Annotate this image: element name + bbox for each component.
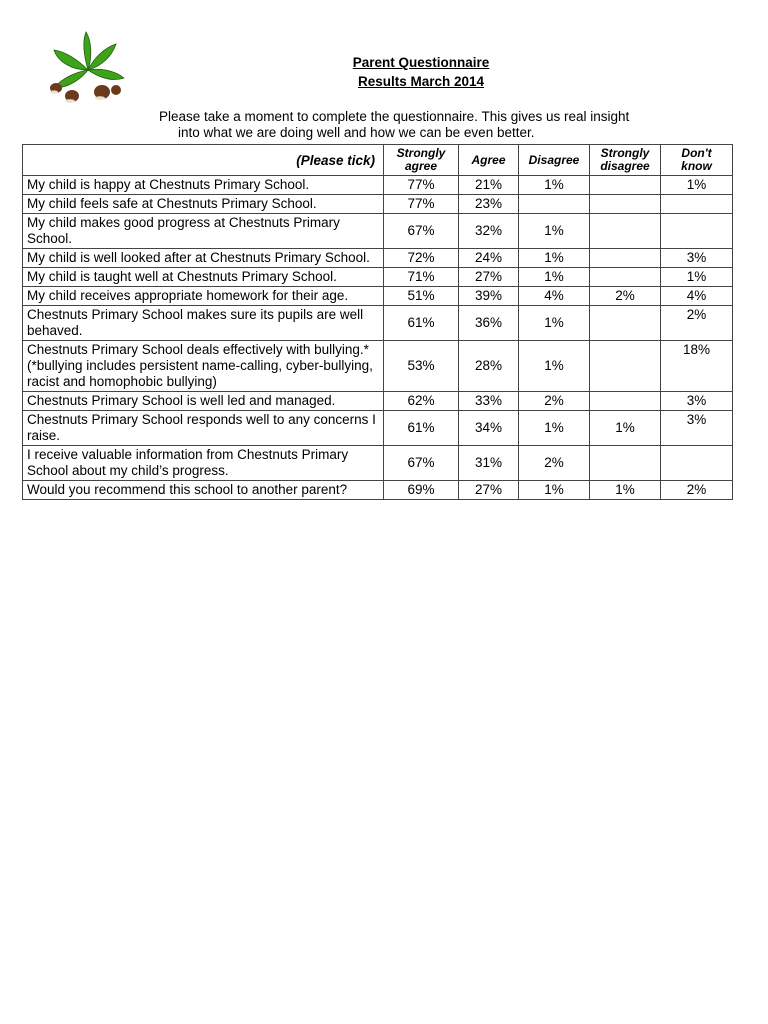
table-header-row <box>23 145 733 176</box>
strongly-agree-cell: 67% <box>384 214 459 249</box>
disagree-cell: 2% <box>519 392 590 411</box>
disagree-cell: 2% <box>519 446 590 481</box>
strongly-agree-cell: 69% <box>384 481 459 500</box>
strongly-disagree-cell <box>590 249 661 268</box>
agree-cell: 31% <box>459 446 519 481</box>
intro-line-1: Please take a moment to complete the questionnaire. This gives us real insight <box>159 109 630 124</box>
strongly-disagree-cell <box>590 341 661 392</box>
table-row <box>23 306 733 341</box>
column-header-agree: Agree <box>459 145 519 176</box>
agree-cell: 32% <box>459 214 519 249</box>
strongly-agree-cell: 71% <box>384 268 459 287</box>
statement-cell <box>23 268 384 287</box>
agree-cell: 27% <box>459 481 519 500</box>
statement-text: My child feels safe at Chestnuts Primary School. <box>27 196 317 211</box>
table-row <box>23 446 733 481</box>
disagree-cell <box>519 195 590 214</box>
chestnut-leaf-logo <box>44 30 128 110</box>
table-row <box>23 392 733 411</box>
column-header-please-tick: (Please tick) <box>23 145 384 176</box>
strongly-agree-cell: 77% <box>384 176 459 195</box>
disagree-cell: 1% <box>519 481 590 500</box>
agree-cell: 21% <box>459 176 519 195</box>
table-row <box>23 268 733 287</box>
table-row <box>23 411 733 446</box>
statement-text: Would you recommend this school to another parent? <box>27 482 348 497</box>
strongly-disagree-cell <box>590 176 661 195</box>
disagree-cell: 1% <box>519 306 590 341</box>
agree-cell: 34% <box>459 411 519 446</box>
table-row <box>23 287 733 306</box>
dont-know-cell: 3% <box>661 392 733 411</box>
statement-text: My child makes good progress at Chestnuts Primary School. <box>27 215 340 246</box>
strongly-disagree-cell: 1% <box>590 481 661 500</box>
statement-cell <box>23 392 384 411</box>
disagree-cell: 1% <box>519 214 590 249</box>
statement-text: My child is happy at Chestnuts Primary School. <box>27 177 310 192</box>
strongly-disagree-cell <box>590 446 661 481</box>
agree-cell: 24% <box>459 249 519 268</box>
table-row <box>23 249 733 268</box>
statement-text: Chestnuts Primary School makes sure its pupils are well behaved. <box>27 307 364 338</box>
dont-know-cell <box>661 446 733 481</box>
strongly-disagree-cell <box>590 214 661 249</box>
strongly-disagree-cell: 2% <box>590 287 661 306</box>
dont-know-cell: 4% <box>661 287 733 306</box>
column-header-strongly-disagree: Strongly disagree <box>590 145 661 176</box>
statement-cell <box>23 411 384 446</box>
agree-cell: 36% <box>459 306 519 341</box>
page-title: Parent Questionnaire <box>352 55 490 70</box>
statement-text: My child receives appropriate homework for their age. <box>27 288 349 303</box>
strongly-agree-cell: 67% <box>384 446 459 481</box>
dont-know-cell: 3% <box>661 249 733 268</box>
strongly-agree-cell: 62% <box>384 392 459 411</box>
dont-know-cell: 3% <box>661 411 733 446</box>
statement-cell <box>23 481 384 500</box>
disagree-cell: 4% <box>519 287 590 306</box>
statement-cell <box>23 341 384 392</box>
agree-cell: 28% <box>459 341 519 392</box>
table-row <box>23 214 733 249</box>
statement-cell <box>23 446 384 481</box>
page-subtitle: Results March 2014 <box>357 74 485 89</box>
strongly-disagree-cell <box>590 392 661 411</box>
disagree-cell: 1% <box>519 411 590 446</box>
strongly-agree-cell: 72% <box>384 249 459 268</box>
results-table <box>22 144 733 500</box>
dont-know-cell: 1% <box>661 176 733 195</box>
strongly-disagree-cell: 1% <box>590 411 661 446</box>
disagree-cell: 1% <box>519 176 590 195</box>
disagree-cell: 1% <box>519 249 590 268</box>
table-row <box>23 195 733 214</box>
statement-text: I receive valuable information from Chestnuts Primary School about my child’s progress. <box>27 447 349 478</box>
intro-text <box>150 109 690 141</box>
agree-cell: 27% <box>459 268 519 287</box>
agree-cell: 39% <box>459 287 519 306</box>
dont-know-cell: 2% <box>661 306 733 341</box>
disagree-cell: 1% <box>519 268 590 287</box>
strongly-agree-cell: 51% <box>384 287 459 306</box>
dont-know-cell <box>661 195 733 214</box>
table-row <box>23 176 733 195</box>
strongly-agree-cell: 61% <box>384 411 459 446</box>
dont-know-cell <box>661 214 733 249</box>
intro-line-2: into what we are doing well and how we can be even better. <box>178 125 535 140</box>
statement-cell <box>23 176 384 195</box>
agree-cell: 33% <box>459 392 519 411</box>
strongly-agree-cell: 77% <box>384 195 459 214</box>
statement-cell <box>23 195 384 214</box>
dont-know-cell: 18% <box>661 341 733 392</box>
statement-cell <box>23 306 384 341</box>
disagree-cell: 1% <box>519 341 590 392</box>
statement-note: (*bullying includes persistent name-calling, cyber-bullying, racist and homophobic bullying) <box>27 358 373 389</box>
strongly-disagree-cell <box>590 306 661 341</box>
column-header-dont-know: Don't know <box>661 145 733 176</box>
dont-know-cell: 1% <box>661 268 733 287</box>
strongly-disagree-cell <box>590 268 661 287</box>
strongly-agree-cell: 61% <box>384 306 459 341</box>
statement-text: Chestnuts Primary School deals effectively with bullying.* <box>27 342 369 357</box>
agree-cell: 23% <box>459 195 519 214</box>
statement-text: Chestnuts Primary School responds well to any concerns I raise. <box>27 412 376 443</box>
statement-text: Chestnuts Primary School is well led and managed. <box>27 393 336 408</box>
strongly-disagree-cell <box>590 195 661 214</box>
table-row <box>23 341 733 392</box>
statement-cell <box>23 287 384 306</box>
statement-cell <box>23 214 384 249</box>
statement-text: My child is well looked after at Chestnuts Primary School. <box>27 250 370 265</box>
strongly-agree-cell: 53% <box>384 341 459 392</box>
table-row <box>23 481 733 500</box>
statement-cell <box>23 249 384 268</box>
statement-text: My child is taught well at Chestnuts Primary School. <box>27 269 337 284</box>
column-header-disagree: Disagree <box>519 145 590 176</box>
column-header-strongly-agree: Strongly agree <box>384 145 459 176</box>
dont-know-cell: 2% <box>661 481 733 500</box>
